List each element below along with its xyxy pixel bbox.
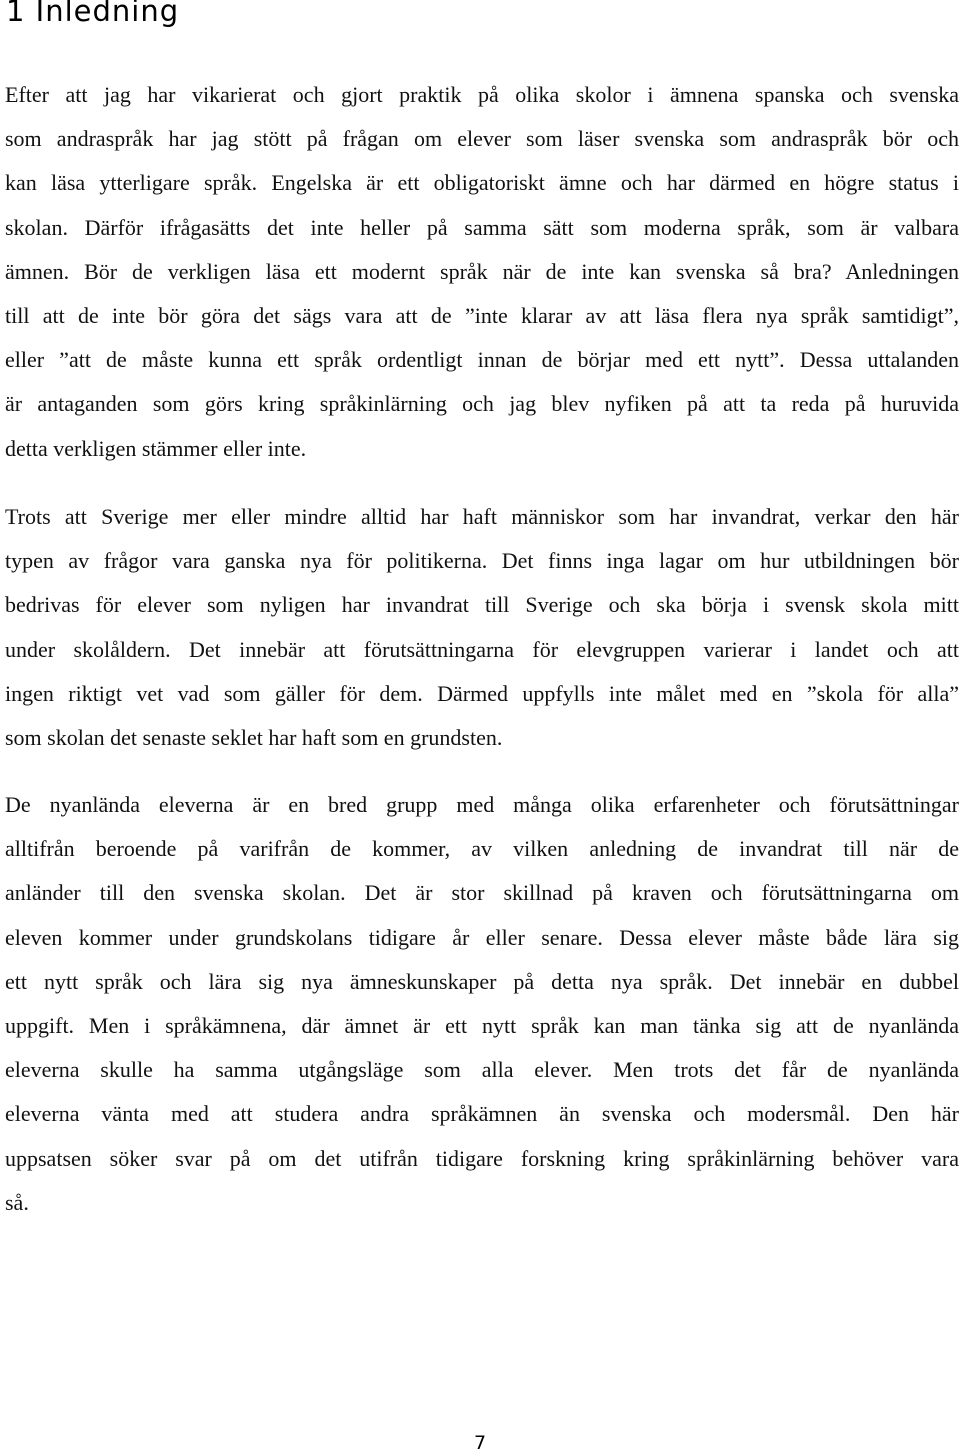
paragraph-line: Trots att Sverige mer eller mindre alltid har haft människor som har invandrat, verkar den här: [5, 504, 959, 529]
paragraph-3: [5, 783, 959, 1225]
paragraph-line: alltifrån beroende på varifrån de kommer, av vilken anledning de invandrat till när de: [5, 836, 959, 862]
paragraph-line: detta verkligen stämmer eller inte.: [5, 435, 307, 461]
paragraph-1: [5, 73, 959, 471]
paragraph-line: eller ”att de måste kunna ett språk ordentligt innan de börjar med ett nytt”. Dessa uttalanden: [5, 347, 959, 373]
paragraph-2: [5, 495, 959, 760]
paragraph-line: Efter att jag har vikarierat och gjort praktik på olika skolor i ämnena spanska och svenska: [5, 82, 959, 107]
paragraph-line: bedrivas för elever som nyligen har invandrat till Sverige och ska börja i svensk skola mitt: [5, 592, 959, 618]
paragraph-line: uppgift. Men i språkämnena, där ämnet är ett nytt språk kan man tänka sig att de nyanlända: [5, 1013, 959, 1039]
paragraph-line: typen av frågor vara ganska nya för politikerna. Det finns inga lagar om hur utbildningen bör: [5, 548, 959, 574]
page-number: 7: [473, 1432, 487, 1454]
paragraph-line: kan läsa ytterligare språk. Engelska är ett obligatoriskt ämne och har därmed en högre status i: [5, 170, 959, 196]
section-heading: 1 Inledning: [6, 0, 180, 28]
paragraph-line: under skolåldern. Det innebär att förutsättningarna för elevgruppen varierar i landet och att: [5, 636, 959, 662]
paragraph-line: eleverna vänta med att studera andra språkämnen än svenska och modersmål. Den här: [5, 1101, 959, 1127]
paragraph-line: eleverna skulle ha samma utgångsläge som alla elever. Men trots det får de nyanlända: [5, 1057, 959, 1083]
paragraph-line: ett nytt språk och lära sig nya ämneskunskaper på detta nya språk. Det innebär en dubbel: [5, 968, 959, 994]
paragraph-line: eleven kommer under grundskolans tidigare år eller senare. Dessa elever måste både lära sig: [5, 924, 959, 950]
paragraph-line: De nyanlända eleverna är en bred grupp med många olika erfarenheter och förutsättningar: [5, 792, 959, 817]
paragraph-line: är antaganden som görs kring språkinlärning och jag blev nyfiken på att ta reda på huruvida: [5, 391, 959, 417]
paragraph-line: uppsatsen söker svar på om det utifrån tidigare forskning kring språkinlärning behöver vara: [5, 1145, 959, 1171]
paragraph-line: så.: [5, 1189, 29, 1215]
paragraph-line: skolan. Därför ifrågasätts det inte heller på samma sätt som moderna språk, som är valbara: [5, 214, 959, 240]
paragraph-line: ämnen. Bör de verkligen läsa ett modernt språk när de inte kan svenska så bra? Anledningen: [5, 258, 959, 284]
paragraph-line: anländer till den svenska skolan. Det är stor skillnad på kraven och förutsättningarna om: [5, 880, 959, 906]
paragraph-line: som skolan det senaste seklet har haft som en grundsten.: [5, 725, 503, 751]
paragraph-line: som andraspråk har jag stött på frågan om elever som läser svenska som andraspråk bör och: [5, 126, 959, 152]
paragraph-line: ingen riktigt vet vad som gäller för dem. Därmed uppfylls inte målet med en ”skola för alla”: [5, 680, 959, 706]
paragraph-line: till att de inte bör göra det sägs vara att de ”inte klarar av att läsa flera nya språk samtidigt”,: [5, 303, 959, 329]
